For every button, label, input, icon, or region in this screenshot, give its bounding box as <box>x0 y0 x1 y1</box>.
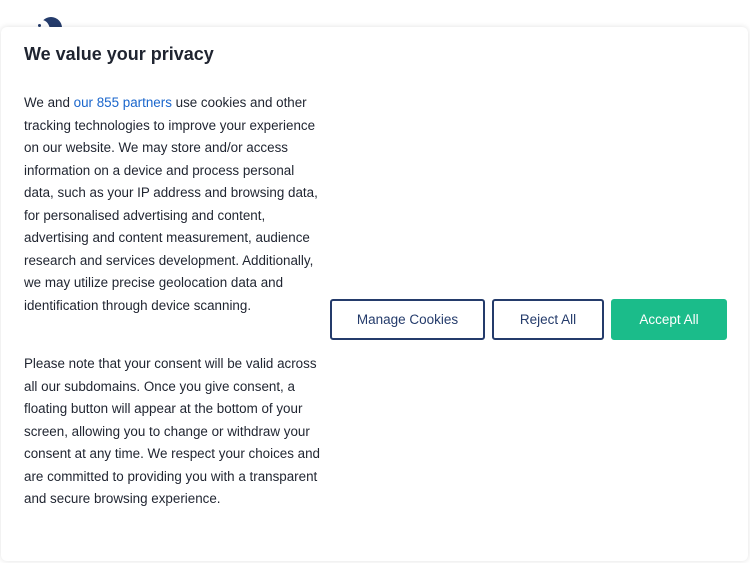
reject-all-button[interactable]: Reject All <box>492 299 604 340</box>
manage-cookies-button[interactable]: Manage Cookies <box>330 299 485 340</box>
intro-text-before-link: We and <box>24 95 74 110</box>
intro-text-after-link: use cookies and other tracking technologies to improve your experience on our website. We may store and/or access information on a device and process personal data, such as your IP address and browsing data, for personalised advertising and content, advertising and content measurement, audience research and services development. Additionally, we may utilize precise geolocation data and identification through device scanning. <box>24 95 318 313</box>
consent-paragraph-subdomains: Please note that your consent will be valid across all our subdomains. Once you give consent, a floating button will appear at the bottom of your screen, allowing you to change or withdraw your consent at any time. We respect your choices and are committed to providing you with a transparent and secure browsing experience. <box>24 356 320 506</box>
dialog-title: We value your privacy <box>24 44 214 64</box>
partners-link[interactable]: our 855 partners <box>73 95 172 110</box>
accept-all-button[interactable]: Accept All <box>611 299 727 340</box>
consent-paragraph-intro <box>24 92 324 317</box>
cookie-consent-dialog <box>1 27 748 561</box>
